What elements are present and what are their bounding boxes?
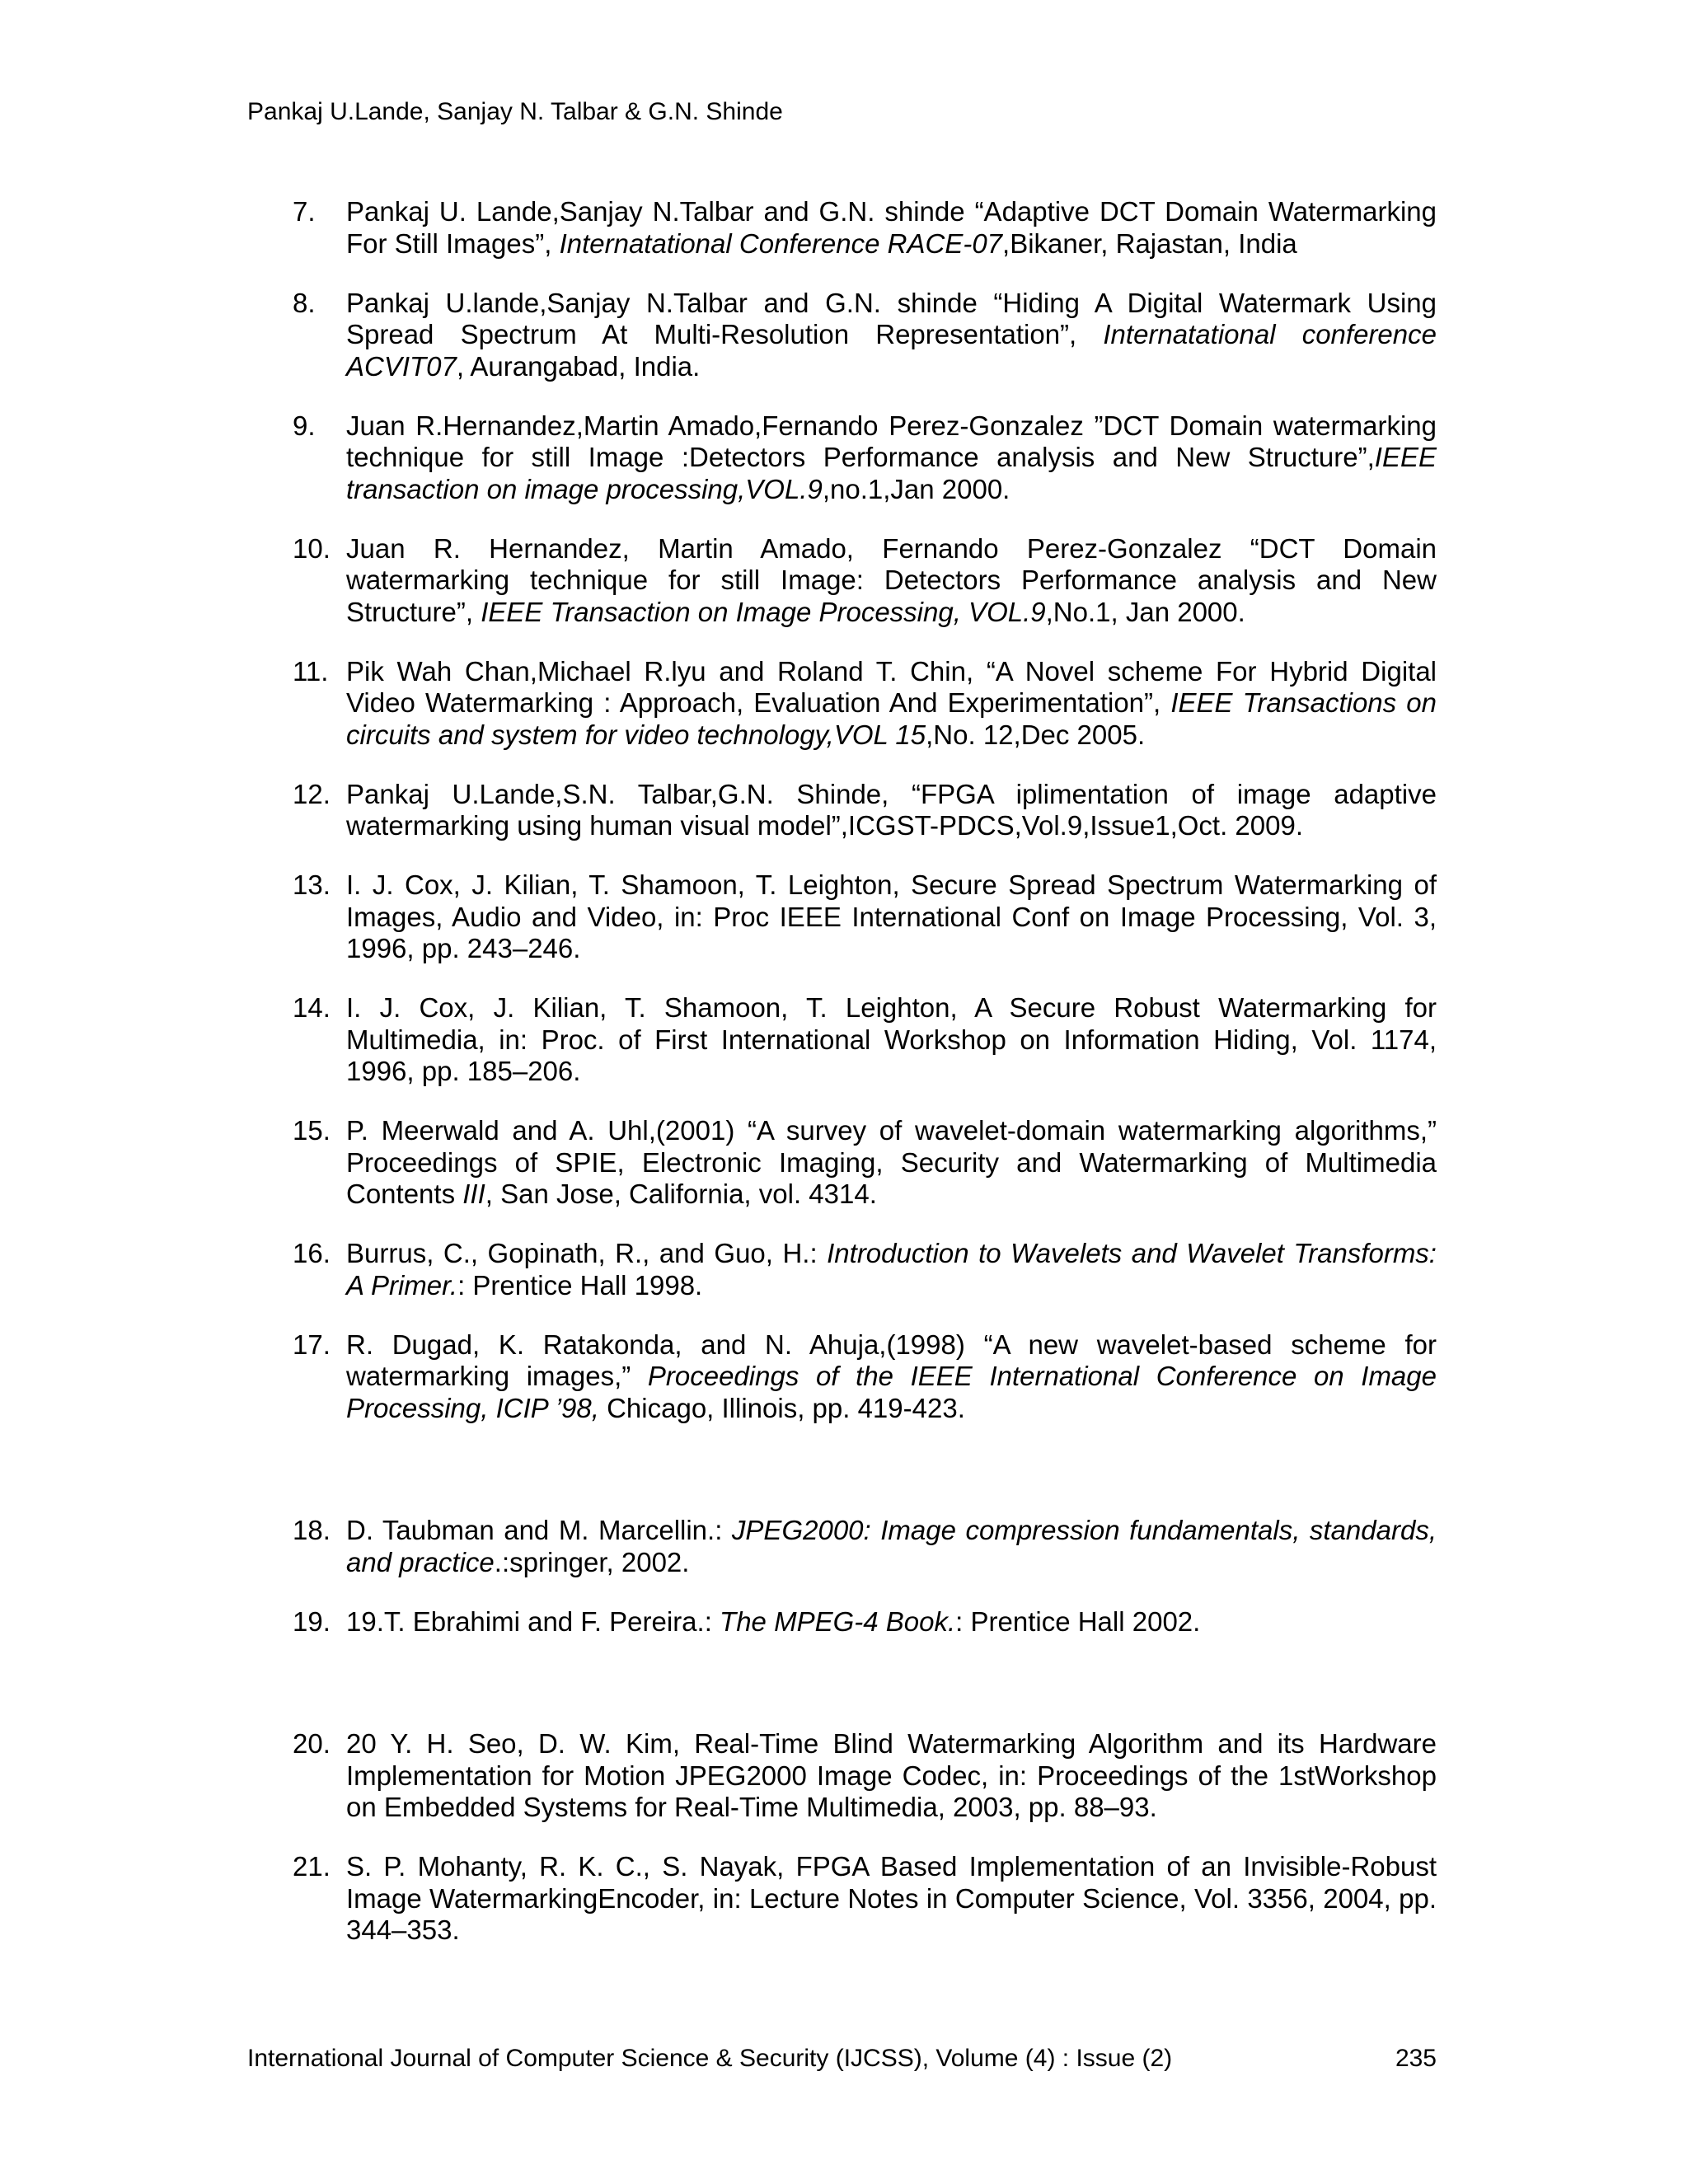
reference-source-italic: Introduction to Wavelets and Wavelet Transforms: A Primer. bbox=[346, 1238, 1437, 1301]
reference-text-part: I. J. Cox, J. Kilian, T. Shamoon, T. Leighton, Secure Spread Spectrum Watermarking of Images, Audio and Video, in: Proc IEEE International Conf on Image Processing, Vol. 3, 1996, pp. 243–246. bbox=[346, 869, 1437, 963]
reference-text-part: ,No. 12,Dec 2005. bbox=[926, 719, 1146, 750]
reference-item bbox=[293, 1115, 1437, 1211]
reference-source-italic: Proceedings of the IEEE International Conference on Image Processing, ICIP ’98, bbox=[346, 1361, 1437, 1423]
reference-text-part: , Aurangabad, India. bbox=[456, 350, 701, 382]
reference-text bbox=[346, 196, 1437, 259]
reference-text-part: S. P. Mohanty, R. K. C., S. Nayak, FPGA Based Implementation of an Invisible-Robust Image WatermarkingEncoder, in: Lecture Notes in Computer Science, Vol. 3356, 2004, pp. 344–353. bbox=[346, 1851, 1437, 1945]
reference-source-italic: IEEE transaction on image processing,VOL.9 bbox=[346, 442, 1437, 504]
reference-text-part: .:springer, 2002. bbox=[494, 1546, 690, 1577]
reference-number: 19. bbox=[293, 1605, 331, 1637]
reference-text-part: R. Dugad, K. Ratakonda, and N. Ahuja,(1998) “A new wavelet-based scheme for watermarking images,” bbox=[346, 1329, 1437, 1391]
reference-text-part: P. Meerwald and A. Uhl,(2001) “A survey of wavelet-domain watermarking algorithms,” Proceedings of SPIE, Electronic Imaging, Security and Watermarking of Multimedia Contents bbox=[346, 1115, 1437, 1209]
reference-text-part: ,No.1, Jan 2000. bbox=[1045, 596, 1245, 627]
reference-text-part: Pankaj U.lande,Sanjay N.Talbar and G.N. shinde “Hiding A Digital Watermark Using Spread Spectrum At Multi-Resolution Representation”, bbox=[346, 287, 1437, 349]
reference-text bbox=[346, 1515, 1437, 1577]
reference-number: 7. bbox=[293, 196, 316, 227]
reference-text bbox=[346, 1606, 1200, 1637]
reference-text-part: Pankaj U. Lande,Sanjay N.Talbar and G.N. shinde “Adaptive DCT Domain Watermarking For Still Images”, bbox=[346, 196, 1437, 259]
reference-text-part: Burrus, C., Gopinath, R., and Guo, H.: bbox=[346, 1238, 828, 1268]
reference-text-part: Juan R. Hernandez, Martin Amado, Fernando Perez-Gonzalez “DCT Domain watermarking technique for still Image: Detectors Performance analysis and New Structure”, bbox=[346, 532, 1437, 627]
reference-text bbox=[346, 1728, 1437, 1822]
reference-number: 16. bbox=[293, 1238, 331, 1268]
reference-number: 20. bbox=[293, 1728, 331, 1759]
reference-text bbox=[346, 288, 1437, 382]
reference-text-part: : Prentice Hall 2002. bbox=[955, 1605, 1201, 1637]
reference-text-part: ,no.1,Jan 2000. bbox=[822, 473, 1010, 504]
reference-text bbox=[346, 533, 1437, 627]
reference-source-italic: IEEE Transaction on Image Processing, VOL.9 bbox=[481, 596, 1046, 627]
reference-source-italic: JPEG2000: Image compression fundamentals, standards, and practice bbox=[346, 1515, 1437, 1577]
reference-number: 12. bbox=[293, 778, 331, 809]
reference-text bbox=[346, 1851, 1437, 1945]
reference-text bbox=[346, 992, 1437, 1086]
reference-text-part: , San Jose, California, vol. 4314. bbox=[485, 1179, 877, 1209]
reference-source-italic: Internatational Conference RACE-07 bbox=[559, 227, 1003, 259]
running-header: Pankaj U.Lande, Sanjay N. Talbar & G.N. Shinde bbox=[247, 98, 783, 125]
reference-item bbox=[293, 196, 1437, 260]
reference-item bbox=[293, 1329, 1437, 1425]
reference-item bbox=[293, 410, 1437, 506]
reference-list bbox=[293, 196, 1437, 1974]
reference-text bbox=[346, 656, 1437, 750]
reference-text bbox=[346, 410, 1437, 504]
reference-item bbox=[293, 992, 1437, 1088]
reference-text bbox=[346, 1238, 1437, 1301]
reference-text-part: D. Taubman and M. Marcellin.: bbox=[346, 1515, 732, 1545]
reference-number: 8. bbox=[293, 287, 316, 318]
reference-text-part: Pankaj U.Lande,S.N. Talbar,G.N. Shinde, “FPGA iplimentation of image adaptive watermarking using human visual model”,ICGST-PDCS,Vol.9,Issue1,Oct. 2009. bbox=[346, 778, 1437, 841]
reference-item bbox=[293, 1728, 1437, 1824]
reference-item bbox=[293, 1606, 1437, 1638]
page-number: 235 bbox=[1395, 2045, 1437, 2072]
reference-item bbox=[293, 656, 1437, 752]
reference-source-italic: III bbox=[462, 1179, 485, 1209]
footer-journal: International Journal of Computer Science & Security (IJCSS), Volume (4) : Issue (2) bbox=[247, 2045, 1173, 2072]
reference-number: 9. bbox=[293, 410, 316, 441]
reference-text-part: Chicago, Illinois, pp. 419-423. bbox=[598, 1392, 965, 1423]
reference-item bbox=[293, 533, 1437, 629]
reference-text bbox=[346, 1115, 1437, 1209]
reference-item bbox=[293, 1515, 1437, 1578]
reference-text-part: : Prentice Hall 1998. bbox=[457, 1269, 703, 1301]
reference-number: 21. bbox=[293, 1851, 331, 1882]
reference-source-italic: Internatational conference ACVIT07 bbox=[346, 319, 1437, 382]
reference-text-part: Juan R.Hernandez,Martin Amado,Fernando Perez-Gonzalez ”DCT Domain watermarking technique for still Image :Detectors Performance analysis and New Structure”, bbox=[346, 410, 1437, 472]
reference-text bbox=[346, 869, 1437, 963]
reference-number: 18. bbox=[293, 1515, 331, 1545]
reference-text bbox=[346, 1329, 1437, 1423]
reference-text-part: ,Bikaner, Rajastan, India bbox=[1002, 227, 1297, 259]
reference-item bbox=[293, 1238, 1437, 1301]
reference-item bbox=[293, 1851, 1437, 1947]
reference-number: 17. bbox=[293, 1329, 331, 1360]
reference-source-italic: The MPEG-4 Book. bbox=[720, 1605, 956, 1637]
reference-number: 15. bbox=[293, 1115, 331, 1146]
reference-number: 10. bbox=[293, 532, 331, 564]
reference-number: 13. bbox=[293, 869, 331, 900]
reference-item bbox=[293, 288, 1437, 383]
reference-text-part: 20 Y. H. Seo, D. W. Kim, Real-Time Blind Watermarking Algorithm and its Hardware Implementation for Motion JPEG2000 Image Codec, in: Proceedings of the 1stWorkshop on Embedded Systems for Real-Time Multimedia, 2003, pp. 88–93. bbox=[346, 1728, 1437, 1822]
reference-item bbox=[293, 869, 1437, 965]
reference-text-part: Pik Wah Chan,Michael R.lyu and Roland T. Chin, “A Novel scheme For Hybrid Digital Video Watermarking : Approach, Evaluation And Experimentation”, bbox=[346, 655, 1437, 718]
page-footer bbox=[247, 2044, 1437, 2074]
reference-text-part: 19.T. Ebrahimi and F. Pereira.: bbox=[346, 1605, 720, 1637]
reference-number: 14. bbox=[293, 992, 331, 1023]
reference-text bbox=[346, 779, 1437, 841]
reference-text-part: I. J. Cox, J. Kilian, T. Shamoon, T. Leighton, A Secure Robust Watermarking for Multimedia, in: Proc. of First International Workshop on Information Hiding, Vol. 1174, 1996, pp. 185–206. bbox=[346, 992, 1437, 1086]
reference-item bbox=[293, 779, 1437, 842]
reference-source-italic: IEEE Transactions on circuits and system for video technology,VOL 15 bbox=[346, 687, 1437, 750]
reference-number: 11. bbox=[293, 655, 329, 687]
